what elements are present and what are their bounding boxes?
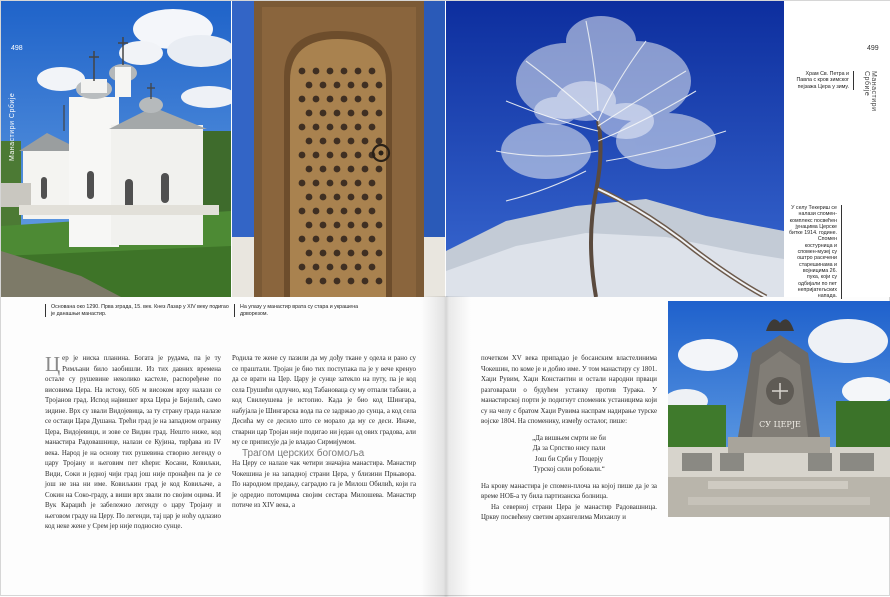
body-column-2-text-a: Родила те жене су пазили да му дођу ткане у одела и рано су се праштали. Тројан је био тих поступака па је у вече кренуо да се врати на Цер. Цару је сунце затекло на путу, па је код села Грушићи одлучио, код Табановаца су му отпали табани, а код Свилеушева је истопио. Када је био код Шингара, набујала је Шингарска вода па се задржао до сунца, а код села Десића му се десило што се морало да му се деси. Иначе, стварни цар Тројан није подигао ни један од ових градова, али му се приписује да је владао Сирмијумом.: [232, 355, 416, 446]
poem-line: Још би Срби у Поцерју: [534, 455, 604, 463]
section-subheading: Трагом церских богомоља: [242, 447, 365, 459]
monument-photo: [668, 301, 890, 517]
monastery-door-photo: [232, 1, 445, 297]
left-page-number: 498: [11, 45, 23, 52]
right-page-number: 499: [867, 45, 879, 52]
body-column-2: [232, 354, 416, 512]
poem-line: „Да вишњем смрти не би: [532, 434, 606, 442]
body-column-3-text: почетком XV века припадао је босанским властелинима Чокешин, по коме је и добио име. У том манастиру су 1801. Хаџи Рувим, Хаџи Константин и остали народни прваци разговарали о будућем устанку против Турака. У манастирској порти је подигнут споменик устаницима који су на челу с братом Хаџи Рувима наспрам надирање турске војске 1804. На споменику, између осталог, пише:: [481, 355, 657, 425]
drop-cap: Ц: [45, 352, 61, 376]
monument-inscription: СУ ЦЕРЈЕ: [759, 420, 801, 429]
winter-tree-photo: [446, 1, 784, 297]
church-caption: Основана око 1290. Прва зграда, 15. век. Кнез Лазар у XIV веку подигао је данашњи манастир.: [45, 304, 231, 317]
church-photo: [1, 1, 231, 297]
left-running-head: Манастири Србије: [9, 92, 16, 161]
body-column-2-text-b: На Церу се налазе чак четири значајна манастира. Манастир Чокешина је на западној страни Цера, у близини Прњавора. По народном предању, саградио га је Милош Обилић, који га је одредио потомцима својим сестара Милошева. Манастир потиче из XIV века, а: [232, 460, 416, 509]
body-column-3: [481, 354, 657, 524]
body-column-1-text: ер је ниска планина. Богата је рудама, па је ту Римљани било заобишли. Из тих давних времена остале су рушевине неколико кастеле, распоређене по висовима Цера. На истоку, 605 м високом врху налази се Тројанов град. Испод највишег врха Цера је Бијелић, само зидине. Врх су звали Видојевица, за ту страну града налазе се остаци Цара Душана. Трећи град је на западном огранку Цера, Видојевици, и зове се Видин град. Нешто ниже, код манастира Радовашнице, налази се Кујина, тврђава из IV века. Народ је на основу тих рушевина створио легенду о цару Тројану и његовим пет кћери: Косани, Ковиљки, Види, Соки и једној чији град још није пронађен па је се још не зна ни име. Ковиљкин град је код Ковиљаче, а Сокин на Соко-граду, а виши врх звали по својим оцима. И Вук Караџић је забележио легенду о цару Тројану и његовом граду на Церу. По легенди, тај цар је ноћу одлазио код неке жене у Срем јер није подносио сунце.: [45, 355, 221, 530]
book-gutter-shadow: [421, 296, 471, 597]
body-column-3-text-c: На северној страни Цера је манастир Радовашница. Цркву посвећену светим архангелима Михаилу и: [481, 503, 657, 521]
body-column-1: [45, 354, 221, 533]
body-column-3-text-b: На крову манастира је спомен-плоча на којој пише да је за време НОБ-а ту била партизанска болница.: [481, 482, 657, 500]
tree-side-caption: Храм Св. Петра и Павла с кров зимског пејзажа Цера у зиму.: [789, 71, 854, 90]
poem-line: Турској сили робовали.“: [533, 466, 605, 473]
poem-line: Да за Српство нису пали: [532, 445, 606, 452]
door-caption: На улазу у манастир врата су стара и украшена дрворезом.: [234, 304, 380, 317]
inscription-poem: [481, 434, 657, 476]
tekeris-side-caption: У селу Текериш се налази спомен-комплекс посвећен јунацима Церске битке 1914. године. Спомен костурница и спомен-музеј су оштро расечени старешинама и војницима 26. пука, који су одбијали по пет непријатељских напада.: [789, 205, 842, 299]
right-running-head: Манастири Србије: [863, 71, 877, 112]
